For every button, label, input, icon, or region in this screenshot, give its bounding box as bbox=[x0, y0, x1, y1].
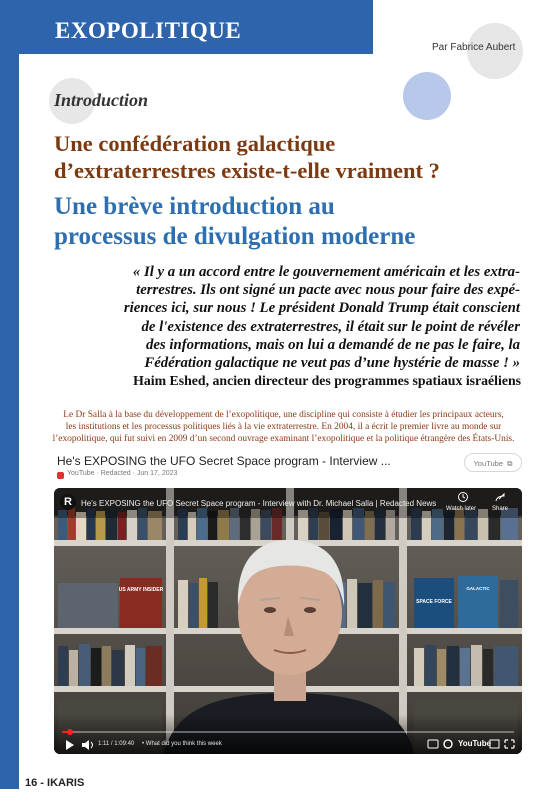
quote-line: riences ici, sur nous ! Le président Donald Trump était conscient bbox=[123, 300, 520, 317]
progress-scrubber[interactable] bbox=[67, 729, 73, 735]
pull-quote bbox=[40, 263, 520, 372]
video-meta: YouTube · Redacted · Jun 17, 2023 bbox=[67, 470, 178, 477]
article-subtitle bbox=[54, 192, 534, 252]
book-cover-text: SPACE FORCE bbox=[416, 599, 452, 605]
chapter-label[interactable] bbox=[142, 741, 222, 747]
section-label: Introduction bbox=[54, 90, 149, 110]
intro-line: Le Dr Salla à la base du développement de l’exopolitique, une discipline qui consiste à étudier les principaux acteurs, bbox=[63, 410, 504, 420]
article-subtitle-line: processus de divulgation moderne bbox=[54, 223, 416, 250]
time-display: 1:11 / 1:09:40 bbox=[98, 741, 135, 747]
intro-paragraph bbox=[25, 409, 542, 446]
share-button[interactable] bbox=[492, 506, 508, 512]
video-player[interactable] bbox=[54, 488, 522, 754]
article-title-line: Une confédération galactique bbox=[54, 131, 336, 156]
intro-line: les institutions et les processus politiques liés à la vie extraterrestre. En 2004, il a écrit le premier livre au monde sur bbox=[65, 422, 502, 433]
article-title-line: d’extraterrestres existe-t-elle vraiment ? bbox=[54, 158, 440, 183]
book-cover-text: GALACTIC bbox=[466, 586, 490, 591]
youtube-logo-icon bbox=[57, 472, 64, 479]
watch-later-button[interactable] bbox=[446, 506, 476, 512]
quote-line: « Il y a un accord entre le gouvernement américain et les extra- bbox=[132, 264, 520, 280]
channel-avatar[interactable]: R bbox=[60, 494, 76, 510]
player-overlay-title[interactable]: He's EXPOSING the UFO Secret Space program - Interview with Dr. Michael Salla | Redacted News bbox=[81, 499, 437, 508]
book-cover-text: US ARMY INSIDER bbox=[118, 587, 164, 593]
page-footer: 16 - IKARIS bbox=[25, 777, 85, 789]
quote-line: terrestres. Ils ont signé un pacte avec nous pour faire des expé- bbox=[136, 282, 520, 299]
decorative-circle-blue bbox=[403, 72, 451, 120]
quote-line: de l'existence des extraterrestres, il était sur le point de révéler bbox=[141, 318, 520, 335]
external-link-icon: ⧉ bbox=[505, 459, 513, 468]
quote-line: des informations, mais on lui a demandé de ne pas le faire, la bbox=[145, 336, 520, 353]
author-byline: Par Fabrice Aubert bbox=[432, 42, 516, 53]
share-label: Share bbox=[492, 506, 509, 512]
open-youtube-label: YouTube bbox=[473, 459, 503, 468]
video-title-link[interactable]: He's EXPOSING the UFO Secret Space program - Interview ... bbox=[57, 454, 391, 468]
article-subtitle-line: Une brève introduction au bbox=[54, 193, 335, 220]
quote-line: Fédération galactique ne veut pas d’une hystérie de masse ! » bbox=[144, 355, 520, 372]
section-header-title: EXOPOLITIQUE bbox=[55, 18, 242, 43]
open-youtube-button[interactable] bbox=[464, 453, 522, 472]
article-title bbox=[54, 130, 534, 184]
chapter-title: What did you think this week bbox=[145, 741, 222, 747]
watch-later-label: Watch later bbox=[446, 506, 477, 512]
left-margin-rule bbox=[0, 54, 19, 789]
quote-attribution: Haim Eshed, ancien directeur des programmes spatiaux israéliens bbox=[133, 373, 521, 388]
youtube-player-logo[interactable]: YouTube bbox=[458, 739, 492, 748]
progress-track[interactable] bbox=[62, 731, 514, 733]
chapter-separator: • bbox=[142, 741, 146, 747]
video-frame bbox=[54, 488, 522, 754]
intro-line: l’exopolitique, qui fut suivi en 2009 d’un second ouvrage examinant l’exopolitique et la politique étrangère des États-Unis. bbox=[52, 434, 515, 445]
